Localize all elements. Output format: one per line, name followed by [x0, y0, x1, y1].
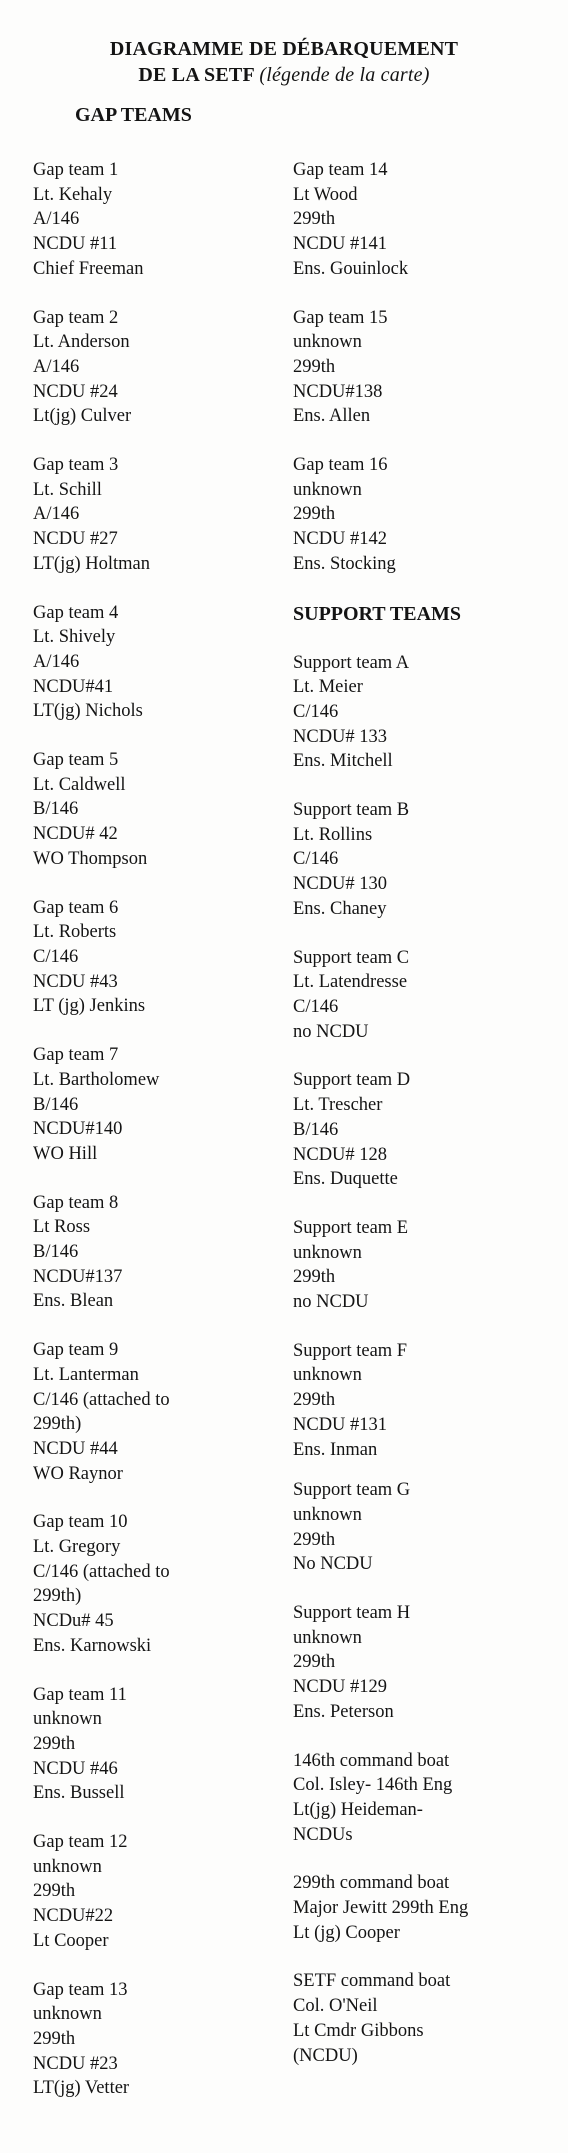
team-detail: C/146 — [293, 849, 339, 870]
team-detail: Lt. Latendresse — [293, 972, 408, 993]
team-name: Support team E — [293, 1217, 409, 1238]
team-detail: Lt. Kehaly — [33, 184, 113, 205]
gap-team-4 — [33, 601, 288, 725]
team-detail: Col. O'Neil — [293, 1996, 378, 2017]
team-detail: LT(jg) Vetter — [33, 2078, 130, 2099]
team-detail: (NCDU) — [293, 2045, 358, 2066]
team-detail: NCDU#138 — [293, 381, 383, 402]
team-detail: NCDU# 133 — [293, 726, 388, 747]
command-boats-list — [293, 1749, 548, 2069]
support-team-5 — [293, 1216, 548, 1315]
team-detail: NCDU #11 — [33, 234, 118, 255]
team-detail: Lt. Rollins — [293, 824, 373, 845]
team-detail: Ens. Chaney — [293, 898, 387, 919]
team-detail: Lt. Anderson — [33, 332, 130, 353]
team-detail: no NCDU — [293, 1292, 369, 1313]
team-name: Gap team 13 — [33, 1979, 128, 2000]
team-detail: Lt. Gregory — [33, 1537, 121, 1558]
team-detail: 299th — [293, 504, 336, 525]
support-teams-list — [293, 651, 548, 1725]
title-setf: DE LA SETF — [138, 64, 255, 86]
team-detail: C/146 (attached to — [33, 1561, 170, 1582]
team-name: Support team G — [293, 1480, 411, 1501]
team-detail: Lt. Trescher — [293, 1095, 383, 1116]
team-detail: LT(jg) Holtman — [33, 553, 150, 574]
team-detail: Lt Cooper — [33, 1930, 109, 1951]
team-detail: 299th — [293, 209, 336, 230]
team-detail: NCDU #131 — [293, 1414, 388, 1435]
team-detail: Lt. Bartholomew — [33, 1069, 160, 1090]
team-detail: A/146 — [33, 651, 80, 672]
team-detail: unknown — [33, 1709, 102, 1730]
team-detail: 299th — [293, 356, 336, 377]
team-name: Gap team 10 — [33, 1512, 128, 1533]
team-detail: A/146 — [33, 504, 80, 525]
team-detail: 299th) — [33, 1586, 82, 1607]
team-detail: NCDUs — [293, 1824, 353, 1845]
team-detail: unknown — [293, 1627, 362, 1648]
team-detail: No NCDU — [293, 1554, 373, 1575]
support-team-6 — [293, 1339, 548, 1463]
team-detail: NCDu# 45 — [33, 1611, 114, 1632]
team-name: 146th command boat — [293, 1750, 450, 1771]
team-name: Support team C — [293, 947, 410, 968]
team-detail: NCDU #23 — [33, 2053, 118, 2074]
left-column — [33, 158, 288, 2125]
team-detail: Col. Isley- 146th Eng — [293, 1775, 453, 1796]
gap-team-10 — [33, 1510, 288, 1658]
team-detail: 299th — [33, 2029, 76, 2049]
team-detail: 299th — [293, 1267, 336, 1288]
team-detail: 299th — [293, 1652, 336, 1673]
gap-team-8 — [33, 1191, 288, 1315]
team-name: Gap team 15 — [293, 307, 388, 328]
support-team-7 — [293, 1478, 548, 1577]
command-boat-1 — [293, 1749, 548, 1848]
team-detail: 299th — [293, 1390, 336, 1411]
team-name: Support team B — [293, 800, 410, 821]
team-name: Gap team 9 — [33, 1340, 119, 1361]
team-detail: unknown — [33, 2004, 102, 2025]
team-detail: Lt (jg) Cooper — [293, 1922, 400, 1943]
team-name: Support team F — [293, 1340, 408, 1361]
team-detail: Ens. Mitchell — [293, 751, 393, 772]
team-name: Gap team 11 — [33, 1684, 127, 1705]
team-detail: LT (jg) Jenkins — [33, 996, 146, 1017]
support-teams-heading: SUPPORT TEAMS — [293, 602, 462, 625]
team-detail: 299th — [293, 1529, 336, 1550]
support-team-8 — [293, 1601, 548, 1725]
team-detail: unknown — [33, 1856, 102, 1877]
title-line-1: DIAGRAMME DE DÉBARQUEMENT — [109, 38, 459, 60]
team-detail: Lt. Shively — [33, 627, 116, 648]
team-detail: B/146 — [33, 1094, 79, 1115]
team-name: Gap team 6 — [33, 897, 119, 918]
team-detail: Lt(jg) Heideman- — [293, 1799, 423, 1820]
team-name: SETF command boat — [293, 1971, 451, 1992]
team-detail: unknown — [293, 1242, 362, 1263]
team-detail: NCDU#22 — [33, 1906, 114, 1927]
team-detail: Ens. Stocking — [293, 553, 396, 574]
team-detail: NCDU# 128 — [293, 1144, 388, 1165]
title-line-2 — [0, 62, 568, 88]
team-detail: Lt Wood — [293, 184, 358, 205]
gap-team-5 — [33, 748, 288, 872]
right-column — [293, 158, 548, 2092]
gap-team-right-3 — [293, 453, 548, 577]
team-detail: Ens. Duquette — [293, 1169, 398, 1190]
support-team-2 — [293, 798, 548, 922]
team-detail: no NCDU — [293, 1021, 369, 1042]
team-detail: NCDU #46 — [33, 1758, 118, 1779]
gap-teams-heading: GAP TEAMS — [75, 104, 192, 126]
team-detail: NCDU#137 — [33, 1266, 123, 1287]
team-detail: 299th — [33, 1733, 76, 1754]
team-name: 299th command boat — [293, 1873, 450, 1894]
team-name: Gap team 4 — [33, 602, 119, 623]
gap-team-2 — [33, 306, 288, 430]
support-team-1 — [293, 651, 548, 775]
team-detail: Major Jewitt 299th Eng — [293, 1898, 469, 1919]
team-detail: Lt Cmdr Gibbons — [293, 2020, 424, 2041]
command-boat-3 — [293, 1969, 548, 2068]
team-detail: NCDU# 130 — [293, 874, 388, 895]
right-gap-teams — [293, 158, 548, 577]
team-detail: Lt. Schill — [33, 479, 102, 500]
team-detail: C/146 — [33, 946, 79, 967]
team-detail: NCDU #141 — [293, 234, 388, 255]
team-detail: unknown — [293, 479, 362, 500]
team-detail: Lt(jg) Culver — [33, 406, 132, 427]
team-name: Gap team 1 — [33, 160, 119, 180]
support-team-4 — [293, 1068, 548, 1192]
gap-team-11 — [33, 1683, 288, 1807]
team-detail: Ens. Blean — [33, 1291, 114, 1312]
team-name: Gap team 2 — [33, 307, 119, 328]
team-detail: Lt. Meier — [293, 677, 363, 698]
team-detail: Lt. Lanterman — [33, 1364, 139, 1385]
team-name: Gap team 16 — [293, 455, 388, 476]
team-detail: WO Thompson — [33, 848, 148, 869]
team-name: Support team D — [293, 1070, 411, 1091]
team-detail: Chief Freeman — [33, 258, 144, 279]
gap-team-right-1 — [293, 158, 548, 282]
team-detail: NCDU #43 — [33, 971, 118, 992]
team-name: Gap team 12 — [33, 1832, 128, 1853]
team-name: Gap team 7 — [33, 1045, 119, 1066]
team-detail: C/146 — [293, 701, 339, 722]
team-detail: unknown — [293, 332, 362, 353]
team-detail: NCDU# 42 — [33, 824, 118, 845]
team-detail: Ens. Allen — [293, 406, 371, 427]
team-detail: B/146 — [33, 1242, 79, 1263]
team-detail: 299th) — [33, 1414, 82, 1435]
team-detail: NCDU #24 — [33, 381, 118, 402]
team-detail: Ens. Peterson — [293, 1701, 394, 1722]
title-subtitle: (légende de la carte) — [259, 64, 430, 86]
team-detail: Lt. Roberts — [33, 922, 117, 943]
team-detail: NCDU #27 — [33, 529, 118, 550]
team-detail: NCDU#41 — [33, 676, 114, 697]
team-detail: NCDU #129 — [293, 1677, 388, 1698]
gap-team-9 — [33, 1338, 288, 1486]
team-detail: B/146 — [293, 1119, 339, 1140]
team-name: Support team H — [293, 1603, 411, 1624]
team-detail: A/146 — [33, 356, 80, 377]
team-name: Support team A — [293, 652, 410, 673]
gap-team-13 — [33, 1978, 288, 2102]
gap-team-6 — [33, 896, 288, 1020]
team-name: Gap team 3 — [33, 455, 119, 476]
team-detail: B/146 — [33, 799, 79, 820]
team-detail: Ens. Inman — [293, 1439, 378, 1460]
team-detail: Ens. Gouinlock — [293, 258, 409, 279]
team-detail: WO Raynor — [33, 1463, 123, 1484]
team-detail: Lt. Caldwell — [33, 774, 126, 795]
gap-team-right-2 — [293, 306, 548, 430]
team-detail: A/146 — [33, 209, 80, 230]
gap-team-12 — [33, 1830, 288, 1954]
team-name: Gap team 14 — [293, 160, 388, 180]
team-detail: LT(jg) Nichols — [33, 701, 143, 722]
team-detail: unknown — [293, 1365, 362, 1386]
team-detail: Lt Ross — [33, 1217, 91, 1238]
team-detail: C/146 (attached to — [33, 1389, 170, 1410]
document-header — [0, 36, 568, 88]
gap-team-3 — [33, 453, 288, 577]
team-detail: unknown — [293, 1504, 362, 1525]
team-detail: NCDU #142 — [293, 529, 388, 550]
team-detail: C/146 — [293, 996, 339, 1017]
team-detail: NCDU#140 — [33, 1119, 123, 1140]
team-detail: 299th — [33, 1881, 76, 1902]
team-name: Gap team 8 — [33, 1192, 119, 1213]
gap-team-7 — [33, 1043, 288, 1167]
team-detail: Ens. Karnowski — [33, 1635, 152, 1656]
team-detail: Ens. Bussell — [33, 1783, 125, 1804]
support-team-3 — [293, 946, 548, 1045]
command-boat-2 — [293, 1871, 548, 1945]
gap-team-1 — [33, 158, 288, 282]
team-detail: NCDU #44 — [33, 1438, 118, 1459]
team-detail: WO Hill — [33, 1143, 98, 1164]
team-name: Gap team 5 — [33, 750, 119, 771]
